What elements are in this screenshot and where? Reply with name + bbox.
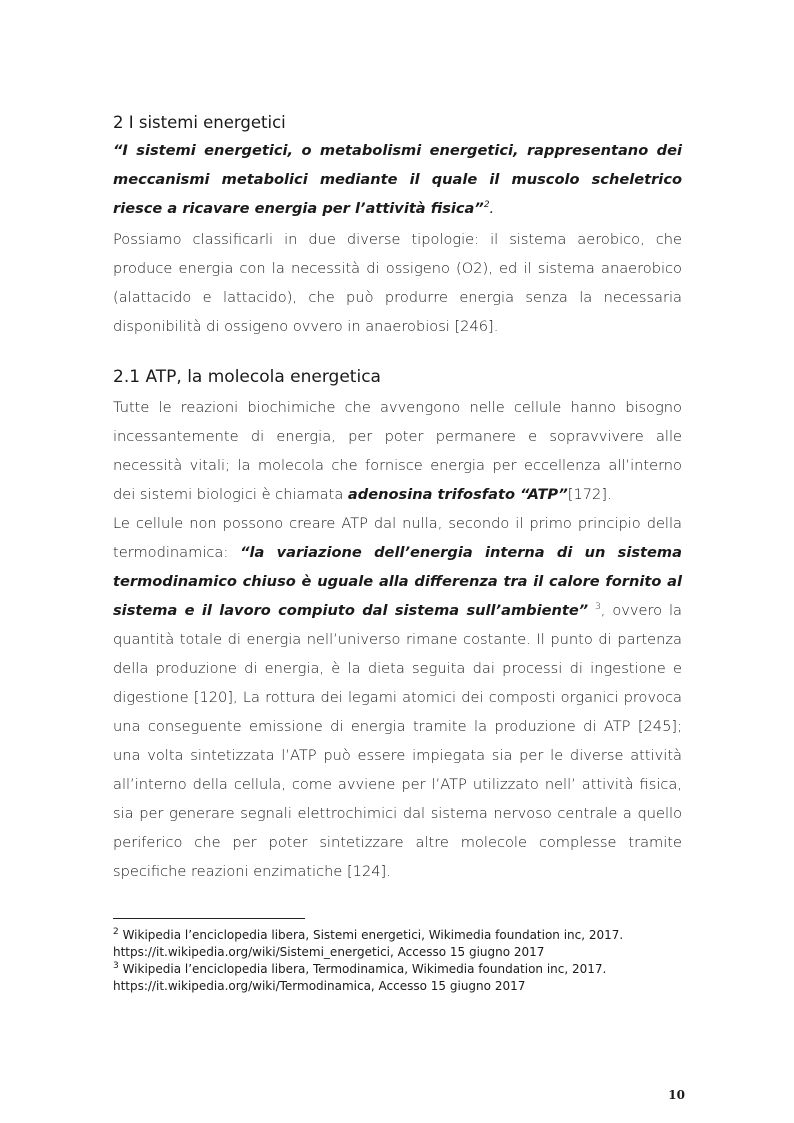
- citation: [172].: [567, 486, 612, 503]
- footnote-number: 3: [113, 961, 119, 971]
- footnote-text: Wikipedia l’enciclopedia libera, Sistemi energetici, Wikimedia foundation inc, 2017.: [122, 928, 624, 942]
- footnote-ref: 3: [595, 602, 601, 613]
- footnote-separator: [113, 918, 305, 919]
- paragraph-text: Tutte le reazioni biochimiche che avvengono nelle cellule hanno bisogno incessantemente di energia, per poter permanere e sopravvivere alle necessità vitali; la molecola che fornisce energia per eccellenza all’interno dei sistemi biologici è chiamata: [113, 399, 682, 503]
- emphasized-term: adenosina trifosfato “ATP”: [347, 486, 568, 503]
- page-number: 10: [668, 1088, 685, 1102]
- footnote-url: https://it.wikipedia.org/wiki/Sistemi_energetici, Accesso 15 giugno 2017: [113, 945, 545, 959]
- body-paragraph: [113, 509, 682, 886]
- section-heading: 2 I sistemi energetici: [113, 113, 286, 132]
- thermodynamics-quote: “la variazione dell’energia interna di un sistema termodinamico chiuso è uguale alla differenza tra il calore fornito al sistema e il lavoro compiuto dal sistema sull’ambiente”: [113, 544, 682, 619]
- footnote-ref: 2: [483, 200, 490, 211]
- quote-end: .: [489, 200, 495, 217]
- paragraph-text: , ovvero la quantità totale di energia nell’universo rimane costante. Il punto di partenza della produzione di energia, è la dieta seguita dai processi di ingestione e digestione [120], La rottura dei legami atomici dei composti organici provoca una conseguente emissione di energia tramite la produzione di ATP [245]; una volta sintetizzata l’ATP può essere impiegata sia per le diverse attività all’interno della cellula, come avviene per l’ATP utilizzato nell’ attività fisica, sia per generare segnali elettrochimici dal sistema nervoso centrale a quello periferico che per poter sintetizzare altre molecole complesse tramite specifiche reazioni enzimatiche [124].: [113, 602, 683, 880]
- footnote: [113, 961, 682, 978]
- footnote: [113, 927, 682, 944]
- paragraph-text: Le cellule non possono creare ATP dal nulla, secondo il primo principio della termodinamica:: [113, 515, 682, 561]
- subsection-heading: 2.1 ATP, la molecola energetica: [113, 367, 381, 387]
- footnote-url: https://it.wikipedia.org/wiki/Termodinamica, Accesso 15 giugno 2017: [113, 979, 526, 993]
- footnote-number: 2: [113, 927, 119, 937]
- definition-quote: [113, 136, 682, 223]
- quote-text: “I sistemi energetici, o metabolismi energetici, rappresentano dei meccanismi metabolici mediante il quale il muscolo scheletrico riesce a ricavare energia per l’attività fisica”: [113, 142, 682, 217]
- footnotes: [113, 927, 682, 995]
- footnote-text: Wikipedia l’enciclopedia libera, Termodinamica, Wikimedia foundation inc, 2017.: [122, 962, 607, 976]
- body-paragraph: [113, 393, 682, 509]
- body-paragraph: Possiamo classificarli in due diverse tipologie: il sistema aerobico, che produce energia con la necessità di ossigeno (O2), ed il sistema anaerobico (alattacido e lattacido), che può produrre energia senza la necessaria disponibilità di ossigeno ovvero in anaerobiosi [246].: [113, 231, 682, 335]
